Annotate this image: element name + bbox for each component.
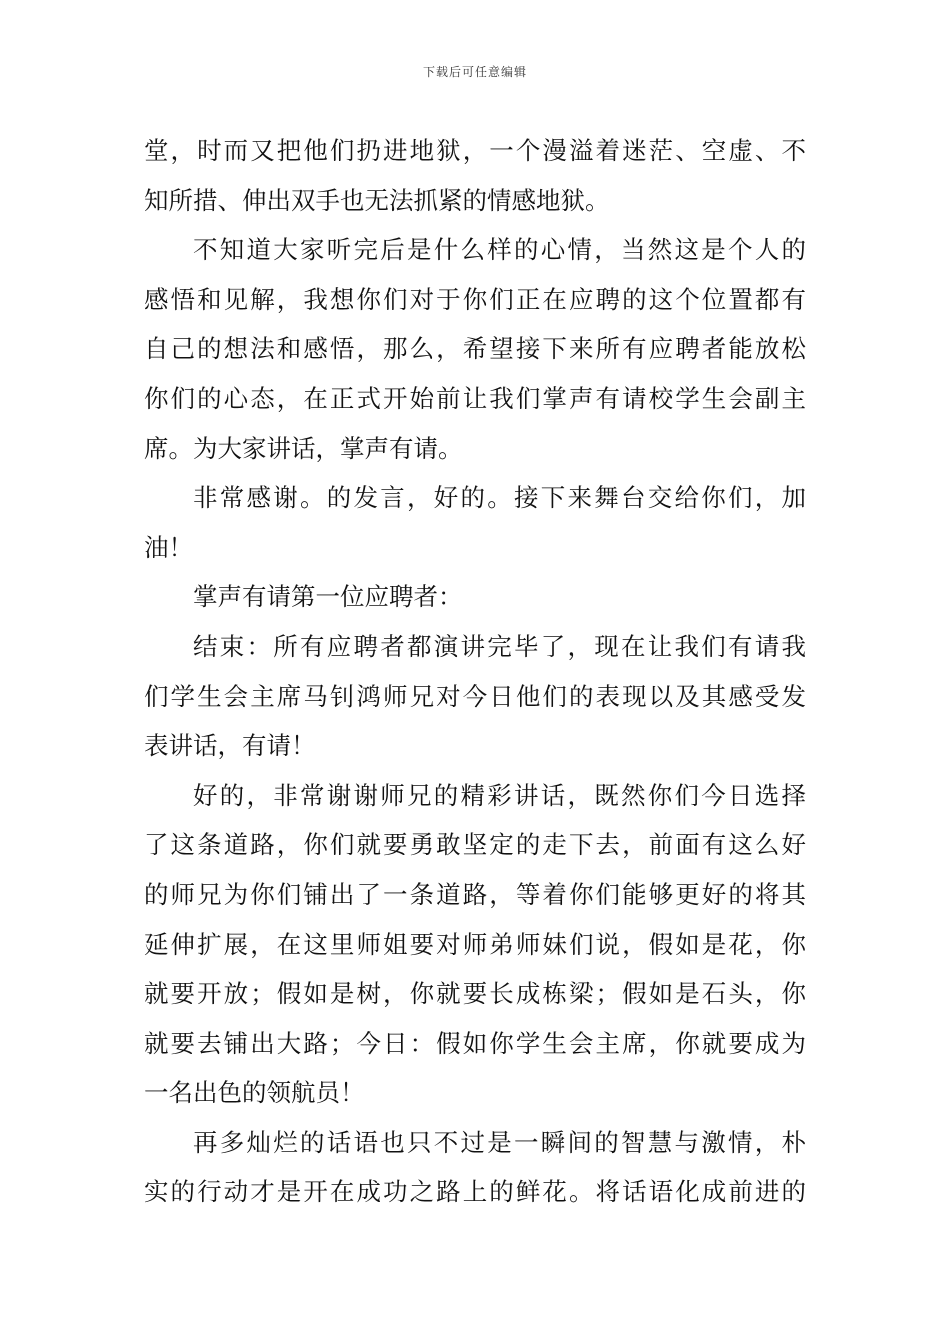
- text-line: 自己的想法和感悟，那么，希望接下来所有应聘者能放松: [144, 334, 806, 364]
- text-line: 堂，时而又把他们扔进地狱，一个漫溢着迷茫、空虚、不: [144, 136, 806, 165]
- text-line: 就要去铺出大路；今日：假如你学生会主席，你就要成为: [144, 1028, 806, 1058]
- paragraph: [144, 622, 806, 771]
- document-body: [144, 126, 806, 1217]
- text-line: 就要开放；假如是树，你就要长成栋梁；假如是石头，你: [144, 979, 806, 1009]
- text-line: 再多灿烂的话语也只不过是一瞬间的智慧与激情，朴: [193, 1127, 806, 1157]
- text-line: 的师兄为你们铺出了一条道路，等着你们能够更好的将其: [144, 879, 806, 909]
- paragraph: [144, 473, 806, 572]
- paragraph: [144, 572, 806, 622]
- text-line: 不知道大家听完后是什么样的心情，当然这是个人的: [193, 235, 806, 265]
- text-line: 了这条道路，你们就要勇敢坚定的走下去，前面有这么好: [144, 830, 806, 860]
- text-line: 你们的心态，在正式开始前让我们掌声有请校学生会副主: [144, 383, 806, 413]
- text-line: 油！: [144, 532, 193, 562]
- paragraph: [144, 126, 806, 225]
- paragraph: [144, 771, 806, 1118]
- text-line: 非常感谢。的发言，好的。接下来舞台交给你们，加: [193, 483, 806, 513]
- text-line: 知所措、伸出双手也无法抓紧的情感地狱。: [144, 185, 610, 215]
- text-line: 结束：所有应聘者都演讲完毕了，现在让我们有请我: [193, 631, 806, 661]
- text-line: 实的行动才是开在成功之路上的鲜花。将话语化成前进的: [144, 1177, 806, 1207]
- text-line: 感悟和见解，我想你们对于你们正在应聘的这个位置都有: [144, 284, 806, 314]
- paragraph: [144, 1118, 806, 1217]
- paragraph: [144, 225, 806, 473]
- text-line: 掌声有请第一位应聘者：: [193, 582, 463, 612]
- text-line: 们学生会主席马钊鸿师兄对今日他们的表现以及其感受发: [144, 681, 806, 711]
- text-line: 席。为大家讲话，掌声有请。: [144, 433, 463, 463]
- page-header-note: 下载后可任意编辑: [422, 65, 527, 79]
- text-line: 延伸扩展，在这里师姐要对师弟师妹们说，假如是花，你: [144, 929, 806, 959]
- text-line: 表讲话，有请！: [144, 731, 316, 761]
- text-line: 好的，非常谢谢师兄的精彩讲话，既然你们今日选择: [193, 780, 806, 810]
- text-line: 一名出色的领航员！: [144, 1078, 365, 1108]
